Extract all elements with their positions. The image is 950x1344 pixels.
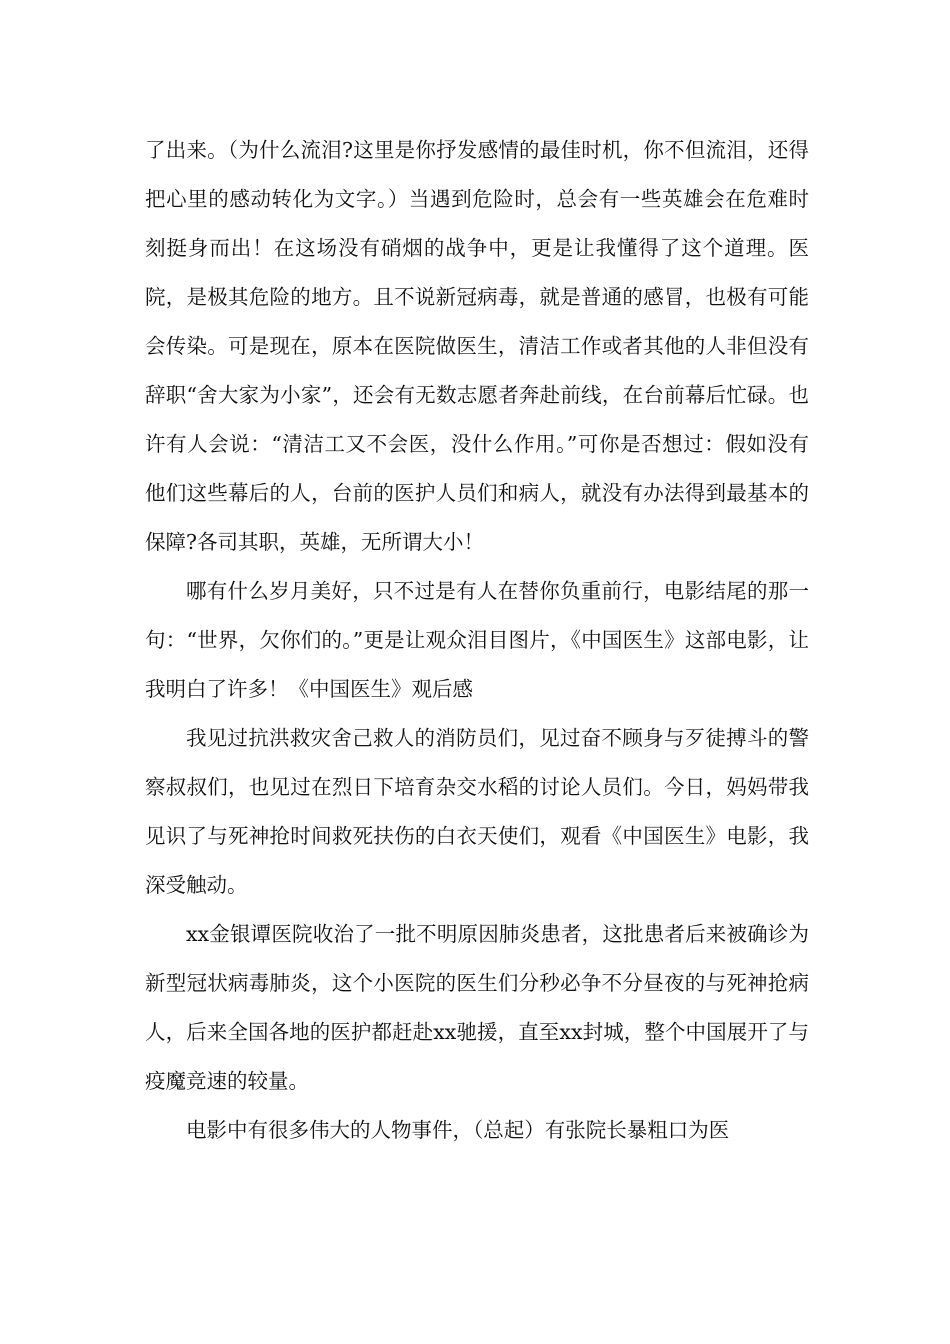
paragraph-2: 哪有什么岁月美好，只不过是有人在替你负重前行，电影结尾的那一句：“世界，欠你们的。”更是让观众泪目图片，《中国医生》这部电影，让我明白了许多！《中国医生》观后感 xyxy=(145,579,809,701)
paragraph-3: 我见过抗洪救灾舍己救人的消防员们，见过奋不顾身与歹徒搏斗的警察叔叔们，也见过在烈日下培育杂交水稻的讨论人员们。今日，妈妈带我见识了与死神抢时间救死扶伤的白衣天使们，观看《中国医生》电影，我深受触动。 xyxy=(145,726,809,897)
paragraph-1: 了出来。（为什么流泪?这里是你抒发感情的最佳时机，你不但流泪，还得把心里的感动转化为文字。）当遇到危险时，总会有一些英雄会在危难时刻挺身而出！在这场没有硝烟的战争中，更是让我懂得了这个道理。医院，是极其危险的地方。且不说新冠病毒，就是普通的感冒，也极有可能会传染。可是现在，原本在医院做医生，清洁工作或者其他的人非但没有辞职“舍大家为小家”，还会有无数志愿者奔赴前线，在台前幕后忙碌。也许有人会说：“清洁工又不会医，没什么作用。”可你是否想过：假如没有他们这些幕后的人，台前的医护人员们和病人，就没有办法得到最基本的保障?各司其职，英雄，无所谓大小！ xyxy=(145,138,809,554)
paragraph-5: 电影中有很多伟大的人物事件，（总起）有张院长暴粗口为医 xyxy=(186,1118,730,1142)
paragraph-4: xx金银谭医院收治了一批不明原因肺炎患者，这批患者后来被确诊为新型冠状病毒肺炎，这个小医院的医生们分秒必争不分昼夜的与死神抢病人，后来全国各地的医护都赶赴xx驰援，直至xx封城，整个中国展开了与疫魔竞速的较量。 xyxy=(145,922,809,1093)
document-body xyxy=(145,126,809,1155)
